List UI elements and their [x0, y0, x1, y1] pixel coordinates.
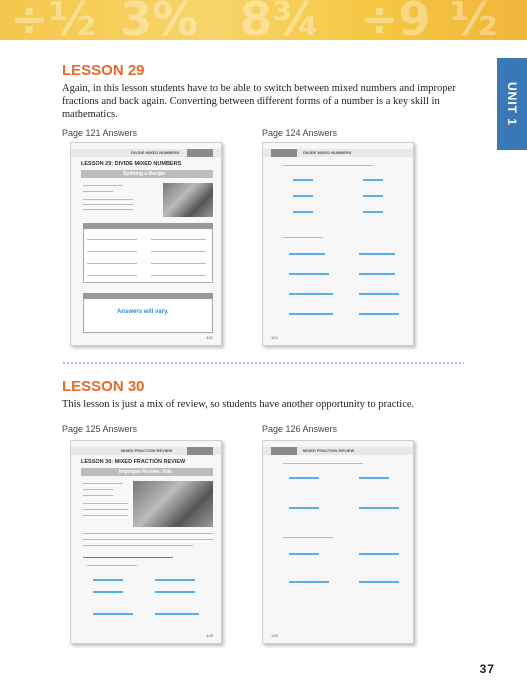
thumb-header-text: MIXED FRACTION REVIEW — [121, 448, 173, 453]
lesson-30-title: LESSON 30 — [62, 378, 145, 395]
banner-decoration: ½ — [450, 0, 498, 40]
thumb-photo — [163, 183, 213, 217]
banner-decoration: ÷9 — [360, 0, 431, 40]
thumb-header — [263, 149, 413, 157]
page-125-label: Page 125 Answers — [62, 424, 138, 434]
section-divider — [62, 362, 464, 364]
thumb-page-number: 126 — [271, 633, 278, 638]
banner-decoration: 3% — [120, 0, 199, 40]
page-126-label: Page 126 Answers — [262, 424, 338, 434]
page-124-label: Page 124 Answers — [262, 128, 338, 138]
thumb-header-text: DIVIDE MIXED NUMBERS — [131, 150, 180, 155]
page-number: 37 — [479, 662, 495, 676]
thumb-title: LESSON 30: MIXED FRACTION REVIEW — [81, 459, 186, 465]
lesson-30-body: This lesson is just a mix of review, so students have another opportunity to practice. — [62, 399, 415, 410]
thumb-section-title: Improper Review: Kite — [119, 469, 172, 475]
header-banner — [0, 0, 527, 40]
thumb-page-number: 124 — [271, 335, 278, 340]
thumb-header-tag — [271, 447, 297, 455]
thumb-header — [71, 149, 221, 157]
unit-tab — [497, 58, 527, 150]
thumb-title: LESSON 29: DIVIDE MIXED NUMBERS — [81, 161, 182, 167]
thumb-answer-text: Answers will vary. — [117, 309, 169, 315]
thumb-section-title: Splitting a Recipe — [123, 171, 165, 177]
thumb-header-text: DIVIDE MIXED NUMBERS — [303, 150, 352, 155]
page-124-thumbnail — [262, 142, 414, 346]
page-121-thumbnail — [70, 142, 222, 346]
lesson-29-body: Again, in this lesson students have to be able to switch between mixed numbers and improper fractions and back again. Converting between different forms of a number is a key skill in mathematics. — [62, 83, 456, 120]
thumb-page-number: 121 — [206, 335, 213, 340]
thumb-photo — [133, 481, 213, 527]
thumb-recipe-table — [83, 223, 213, 283]
thumb-header-tag — [271, 149, 297, 157]
lesson-29-title: LESSON 29 — [62, 62, 145, 79]
thumb-header-tag — [187, 447, 213, 455]
thumb-header — [71, 447, 221, 455]
thumb-header — [263, 447, 413, 455]
page-125-thumbnail — [70, 440, 222, 644]
page-126-thumbnail — [262, 440, 414, 644]
banner-decoration: 8¾ — [240, 0, 320, 40]
thumb-header-text: MIXED FRACTION REVIEW — [303, 448, 355, 453]
unit-tab-label: UNIT 1 — [505, 81, 520, 127]
thumb-page-number: 125 — [206, 633, 213, 638]
banner-decoration: ÷½ — [10, 0, 97, 40]
page-121-label: Page 121 Answers — [62, 128, 138, 138]
thumb-header-tag — [187, 149, 213, 157]
